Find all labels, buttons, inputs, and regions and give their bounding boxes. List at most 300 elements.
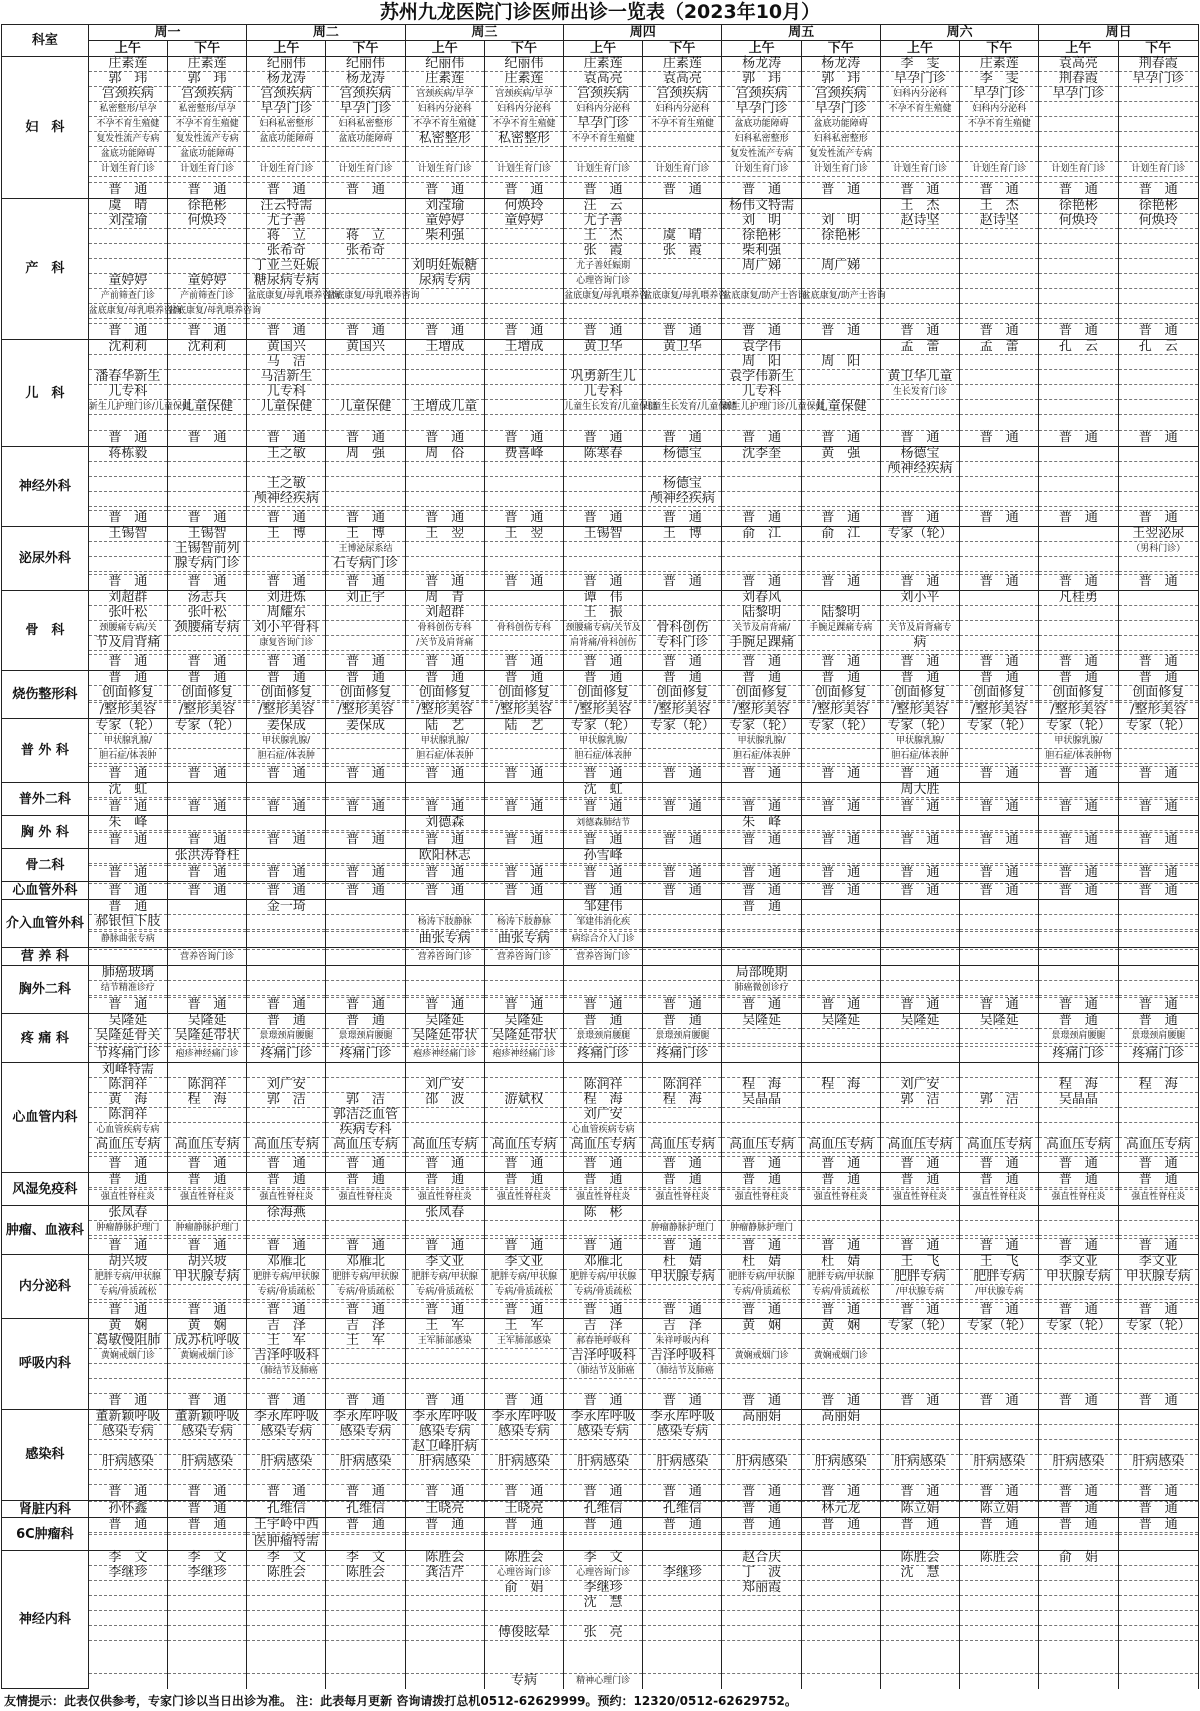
session-line: 不孕不育生殖健 bbox=[406, 117, 484, 132]
session-line: 何焕玲 bbox=[1119, 214, 1198, 229]
session-cell bbox=[247, 816, 326, 849]
session-cell bbox=[880, 719, 959, 783]
session-line: 肝病感染 bbox=[643, 1455, 721, 1470]
cell-spacer bbox=[89, 1470, 167, 1485]
session-line: 袁学伟新生 bbox=[722, 370, 800, 385]
session-line: 普 通 bbox=[979, 1238, 1019, 1253]
session-line: 心理咨询门诊 bbox=[564, 1566, 642, 1581]
session-cell bbox=[960, 719, 1039, 783]
session-line bbox=[1039, 355, 1117, 370]
session-cell bbox=[722, 816, 801, 849]
session-line: 普 通 bbox=[1058, 573, 1098, 589]
session-line bbox=[960, 542, 1038, 557]
session-line: 刘峰特需 bbox=[89, 1063, 167, 1078]
session-line bbox=[485, 816, 563, 831]
session-cell bbox=[643, 447, 722, 527]
session-cell bbox=[247, 1551, 326, 1689]
session-cell bbox=[643, 1062, 722, 1173]
session-line bbox=[643, 355, 721, 370]
session-line bbox=[960, 1674, 1038, 1689]
session-line: 普 通 bbox=[979, 832, 1019, 848]
dept-row bbox=[2, 57, 1199, 199]
session-line bbox=[643, 816, 721, 831]
session-cell bbox=[247, 965, 326, 1014]
cell-spacer bbox=[802, 1470, 880, 1485]
session-cell bbox=[960, 590, 1039, 670]
session-cell bbox=[880, 1551, 959, 1689]
session-cell bbox=[722, 783, 801, 816]
session-line: 骨科创伤专科 bbox=[406, 621, 484, 636]
session-line: 普 通 bbox=[1138, 573, 1178, 589]
session-line: 普 通 bbox=[266, 832, 306, 848]
session-line: 吴隆延 bbox=[406, 1014, 484, 1029]
session-line bbox=[1039, 557, 1117, 572]
session-line bbox=[1119, 1206, 1198, 1221]
session-line bbox=[406, 900, 484, 915]
session-line: 周广娣 bbox=[722, 259, 800, 274]
session-line: 强直性脊柱炎 bbox=[1051, 1192, 1106, 1203]
session-line bbox=[485, 1123, 563, 1138]
session-line: 普 通 bbox=[900, 573, 940, 589]
session-line: 普 通 bbox=[742, 882, 782, 898]
session-line bbox=[1039, 370, 1117, 385]
session-line: 普 通 bbox=[187, 882, 227, 898]
session-cell bbox=[1118, 849, 1198, 882]
session-line: 儿童保健 bbox=[802, 400, 880, 415]
session-line: 普 通 bbox=[583, 509, 623, 525]
session-line: 陈胜会 bbox=[406, 1551, 484, 1566]
session-cell bbox=[168, 965, 247, 1014]
session-cell bbox=[247, 1500, 326, 1518]
session-line: 普 通 bbox=[504, 1392, 544, 1408]
session-line bbox=[802, 385, 880, 400]
session-line: 普 通 bbox=[346, 1156, 386, 1172]
session-line: 计划生育门诊 bbox=[643, 162, 721, 177]
session-line bbox=[89, 1674, 167, 1689]
session-cell bbox=[484, 1173, 563, 1206]
session-line bbox=[406, 1108, 484, 1123]
session-line: 普 通 bbox=[108, 865, 148, 881]
session-line: 郭洁泛血管 bbox=[326, 1108, 404, 1123]
session-line: 刘广安 bbox=[406, 1078, 484, 1093]
session-cell bbox=[405, 1319, 484, 1410]
session-cell bbox=[484, 1319, 563, 1410]
session-line bbox=[802, 1123, 880, 1138]
session-line: 吉泽呼吸科 bbox=[564, 1349, 642, 1364]
session-line bbox=[802, 274, 880, 289]
schedule-body bbox=[2, 57, 1199, 1689]
session-line bbox=[960, 147, 1038, 162]
session-line: 曲张专病 bbox=[497, 931, 550, 947]
session-line bbox=[960, 1364, 1038, 1379]
session-line: 普 通 bbox=[168, 1173, 246, 1188]
session-line: 黄 娴 bbox=[168, 1319, 246, 1334]
session-cell bbox=[564, 899, 643, 948]
session-cell bbox=[880, 526, 959, 590]
session-line: 刘小平 bbox=[881, 591, 959, 606]
session-line: 徐艳彬 bbox=[802, 229, 880, 244]
session-cell bbox=[1118, 198, 1198, 340]
session-line bbox=[168, 1206, 246, 1221]
session-line: 盆底功能障碍 bbox=[326, 132, 404, 147]
session-line bbox=[960, 932, 1038, 947]
session-line: 普 通 bbox=[979, 509, 1019, 525]
session-line bbox=[722, 1334, 800, 1349]
session-line bbox=[802, 1551, 880, 1566]
session-line: 专家（轮） bbox=[802, 719, 880, 734]
session-line: 刘超群 bbox=[406, 606, 484, 621]
session-cell bbox=[643, 719, 722, 783]
session-cell bbox=[880, 1173, 959, 1206]
session-line bbox=[722, 1596, 800, 1611]
session-line bbox=[881, 477, 959, 492]
session-line bbox=[722, 849, 800, 864]
session-line bbox=[1119, 1596, 1198, 1611]
session-line: 王锡智 bbox=[168, 527, 246, 542]
session-line: 肝病感染 bbox=[722, 1455, 800, 1470]
session-cell bbox=[643, 1500, 722, 1518]
session-line: 创面修复 bbox=[89, 686, 167, 701]
session-line: 金一琦 bbox=[247, 900, 325, 915]
session-line bbox=[643, 274, 721, 289]
session-line: 邵 波 bbox=[406, 1093, 484, 1108]
session-line bbox=[802, 636, 880, 651]
session-line bbox=[247, 1063, 325, 1078]
session-cell bbox=[247, 1319, 326, 1410]
session-line: 汤志兵 bbox=[168, 591, 246, 606]
session-line bbox=[485, 355, 563, 370]
cell-spacer bbox=[485, 1641, 563, 1673]
session-cell bbox=[801, 816, 880, 849]
session-line bbox=[1039, 274, 1117, 289]
session-line: 朱 峰 bbox=[722, 816, 800, 831]
session-line: 甲状腺专病 bbox=[168, 1270, 246, 1285]
session-cell bbox=[484, 198, 563, 340]
session-line bbox=[485, 259, 563, 274]
session-line bbox=[960, 591, 1038, 606]
cell-spacer bbox=[802, 1641, 880, 1673]
session-cell bbox=[484, 948, 563, 966]
session-line: 普 通 bbox=[425, 509, 465, 525]
session-cell bbox=[168, 849, 247, 882]
session-line: 疱疹神经痛门诊 bbox=[413, 1048, 477, 1059]
session-line: /整形美容 bbox=[1130, 702, 1187, 718]
session-line: 普 通 bbox=[900, 1483, 940, 1499]
session-line: 尤子善 bbox=[247, 214, 325, 229]
session-line: 普 通 bbox=[979, 1302, 1019, 1318]
session-cell bbox=[643, 526, 722, 590]
session-line bbox=[1119, 355, 1198, 370]
session-line bbox=[1119, 1108, 1198, 1123]
session-line: 高血压专病 bbox=[485, 1138, 563, 1153]
session-line: 郝银恒下肢 bbox=[89, 915, 167, 930]
session-line bbox=[881, 1364, 959, 1379]
session-line bbox=[1039, 1063, 1117, 1078]
session-line: 王之敏 bbox=[247, 477, 325, 492]
session-line: 普 通 bbox=[583, 1483, 623, 1499]
session-cell bbox=[1039, 899, 1118, 948]
session-line: 张叶松 bbox=[89, 606, 167, 621]
session-line: /甲状腺专病 bbox=[881, 1285, 959, 1300]
session-cell bbox=[801, 526, 880, 590]
session-line: 专家（轮） bbox=[881, 527, 959, 542]
session-line: 普 通 bbox=[187, 509, 227, 525]
session-line bbox=[247, 966, 325, 981]
session-line: 陈润祥 bbox=[643, 1078, 721, 1093]
session-cell bbox=[960, 783, 1039, 816]
session-line: 普 通 bbox=[1058, 1156, 1098, 1172]
session-line: 普 通 bbox=[346, 1483, 386, 1499]
session-line: 肥胖专病/甲状腺 bbox=[722, 1270, 800, 1285]
session-line: 普 通 bbox=[979, 1483, 1019, 1499]
session-cell bbox=[643, 849, 722, 882]
session-line: 普 通 bbox=[900, 799, 940, 815]
session-line: 强直性脊柱炎 bbox=[734, 1192, 789, 1203]
session-line bbox=[881, 915, 959, 930]
session-line bbox=[643, 370, 721, 385]
session-line: 普 通 bbox=[1058, 430, 1098, 446]
session-line bbox=[564, 557, 642, 572]
session-line: 普 通 bbox=[1039, 1014, 1117, 1029]
session-line: 普 通 bbox=[821, 1156, 861, 1172]
session-cell bbox=[1118, 783, 1198, 816]
session-cell bbox=[405, 670, 484, 719]
session-cell bbox=[564, 948, 643, 966]
session-line: 赵卫峰肝病 bbox=[406, 1440, 484, 1455]
session-cell bbox=[564, 1014, 643, 1063]
session-cell bbox=[722, 1319, 801, 1410]
session-line bbox=[881, 492, 959, 507]
session-cell bbox=[801, 849, 880, 882]
session-line bbox=[802, 1566, 880, 1581]
session-line: 普 通 bbox=[187, 430, 227, 446]
session-line: 普 通 bbox=[1119, 1173, 1198, 1188]
session-line bbox=[802, 915, 880, 930]
session-cell bbox=[88, 1551, 167, 1689]
session-line: 普 通 bbox=[662, 181, 702, 197]
session-cell bbox=[168, 1173, 247, 1206]
session-line bbox=[643, 147, 721, 162]
session-line: 普 通 bbox=[425, 323, 465, 338]
session-line: 疱疹神经痛门诊 bbox=[492, 1048, 556, 1059]
session-cell bbox=[1039, 198, 1118, 340]
session-line: 关节及肩背痛专 bbox=[881, 621, 959, 636]
session-line: 郭 洁 bbox=[960, 1093, 1038, 1108]
session-line bbox=[881, 1626, 959, 1641]
session-line bbox=[326, 274, 404, 289]
session-cell bbox=[1118, 816, 1198, 849]
session-line: 庄素莲 bbox=[564, 57, 642, 72]
session-line: 朱祥呼吸内科 bbox=[643, 1334, 721, 1349]
session-line: 陈胜会 bbox=[485, 1551, 563, 1566]
session-line: 甲状腺乳腺/ bbox=[247, 734, 325, 749]
session-line bbox=[247, 1108, 325, 1123]
day-header: 周三 bbox=[405, 25, 563, 41]
session-line bbox=[960, 1440, 1038, 1455]
session-line bbox=[485, 606, 563, 621]
session-line bbox=[643, 915, 721, 930]
session-line: 何焕玲 bbox=[1039, 214, 1117, 229]
session-line bbox=[247, 950, 325, 965]
session-line: 刘德森肺结节 bbox=[564, 816, 642, 831]
session-line: 普 通 bbox=[266, 865, 306, 881]
session-line: 普 通 bbox=[881, 671, 959, 686]
session-line bbox=[564, 304, 642, 319]
session-line: 陈胜会 bbox=[881, 1551, 959, 1566]
session-cell bbox=[326, 1409, 405, 1500]
session-line bbox=[960, 950, 1038, 965]
session-line: 普 通 bbox=[187, 1483, 227, 1499]
session-line: 景璟颈肩腰腿 bbox=[326, 1029, 404, 1044]
session-cell bbox=[1118, 1319, 1198, 1410]
session-cell bbox=[326, 1255, 405, 1319]
session-line: 普 通 bbox=[900, 181, 940, 197]
session-line: 普 通 bbox=[821, 430, 861, 446]
session-line bbox=[1039, 1285, 1117, 1300]
session-line: /整形美容 bbox=[99, 702, 157, 718]
session-line bbox=[1039, 259, 1117, 274]
session-line: 沈莉莉 bbox=[168, 340, 246, 355]
session-line bbox=[247, 849, 325, 864]
session-line bbox=[802, 244, 880, 259]
session-line bbox=[960, 1566, 1038, 1581]
session-line bbox=[881, 289, 959, 304]
session-line: 刘 明 bbox=[722, 214, 800, 229]
session-line: 游斌权 bbox=[485, 1093, 563, 1108]
session-line: 王锡智 bbox=[564, 527, 642, 542]
session-cell bbox=[643, 816, 722, 849]
session-line bbox=[1039, 1674, 1117, 1689]
session-line bbox=[247, 932, 325, 947]
session-line: 宫颈疾病/早孕 bbox=[406, 87, 484, 102]
session-line: 高丽娟 bbox=[802, 1410, 880, 1425]
session-line: 丁 波 bbox=[722, 1566, 800, 1581]
session-line bbox=[485, 1364, 563, 1379]
session-line: 普 通 bbox=[187, 997, 227, 1013]
session-line bbox=[960, 1206, 1038, 1221]
session-line: 创面修复 bbox=[485, 686, 563, 701]
session-cell bbox=[484, 849, 563, 882]
session-line: 普 通 bbox=[1119, 671, 1198, 686]
session-cell bbox=[405, 816, 484, 849]
session-line: 不孕不育生殖健 bbox=[960, 117, 1038, 132]
session-line: 刘滢瑜 bbox=[406, 199, 484, 214]
am-header: 上午 bbox=[247, 41, 326, 57]
session-line bbox=[1119, 749, 1198, 764]
session-line bbox=[960, 304, 1038, 319]
session-line: 普 通 bbox=[1138, 997, 1178, 1013]
session-line bbox=[1119, 477, 1198, 492]
session-cell bbox=[88, 57, 167, 199]
session-line bbox=[722, 304, 800, 319]
session-cell bbox=[1118, 1062, 1198, 1173]
session-cell bbox=[564, 882, 643, 900]
cell-spacer bbox=[1119, 1641, 1198, 1673]
session-line: 肥胖专病 bbox=[881, 1270, 959, 1285]
session-line: 傅俊眩晕 bbox=[485, 1626, 563, 1641]
session-line bbox=[643, 606, 721, 621]
session-line: 胆石症/体表肿 bbox=[247, 749, 325, 764]
session-line bbox=[881, 966, 959, 981]
session-line bbox=[960, 749, 1038, 764]
session-line: 张 霞 bbox=[564, 244, 642, 259]
session-line: 节及肩背痛 bbox=[89, 636, 167, 651]
session-line bbox=[326, 636, 404, 651]
session-line bbox=[960, 1078, 1038, 1093]
cell-spacer bbox=[89, 415, 167, 431]
session-line: 普 通 bbox=[742, 430, 782, 446]
session-line bbox=[722, 1674, 800, 1689]
session-line: 强直性脊柱炎 bbox=[180, 1192, 235, 1203]
session-line bbox=[643, 259, 721, 274]
session-line: 俞 江 bbox=[722, 527, 800, 542]
session-line: 计划生育门诊 bbox=[406, 162, 484, 177]
session-line: 普 通 bbox=[1119, 1014, 1198, 1029]
session-line bbox=[247, 1440, 325, 1455]
session-line: 程 海 bbox=[643, 1093, 721, 1108]
session-cell bbox=[1039, 882, 1118, 900]
session-line: 普 通 bbox=[108, 766, 148, 782]
session-cell bbox=[405, 882, 484, 900]
session-line: 宫颈疾病 bbox=[802, 87, 880, 102]
dept-row bbox=[2, 1500, 1199, 1518]
session-line: 普 通 bbox=[187, 865, 227, 881]
session-line bbox=[643, 132, 721, 147]
session-line: 强直性脊柱炎 bbox=[417, 1192, 472, 1203]
session-line: 专家（轮） bbox=[1039, 719, 1117, 734]
session-line: 普 通 bbox=[564, 1173, 642, 1188]
session-line bbox=[643, 1535, 721, 1550]
session-line bbox=[326, 259, 404, 274]
session-line: 颈腰痛专病/关节及 bbox=[564, 621, 642, 636]
pm-header: 下午 bbox=[801, 41, 880, 57]
session-line bbox=[802, 1334, 880, 1349]
session-line: 普 通 bbox=[821, 573, 861, 589]
session-line bbox=[168, 244, 246, 259]
cell-spacer bbox=[564, 1379, 642, 1394]
session-line: 心血管疾病专病 bbox=[564, 1123, 642, 1138]
session-line: 肥胖专病/甲状腺 bbox=[485, 1270, 563, 1285]
session-line: 周耀东 bbox=[247, 606, 325, 621]
session-line: 柴利强 bbox=[722, 244, 800, 259]
session-line: 甲状腺专病 bbox=[643, 1270, 721, 1285]
session-line: 董新颖呼吸 bbox=[89, 1410, 167, 1425]
session-line bbox=[1039, 147, 1117, 162]
session-line: 赵诗坚 bbox=[960, 214, 1038, 229]
session-line bbox=[643, 1206, 721, 1221]
session-line: 普 通 bbox=[742, 1501, 782, 1517]
session-line: 王 杰 bbox=[881, 199, 959, 214]
session-cell bbox=[564, 719, 643, 783]
session-cell bbox=[405, 849, 484, 882]
session-cell bbox=[1039, 965, 1118, 1014]
session-line bbox=[1119, 932, 1198, 947]
session-line bbox=[485, 734, 563, 749]
session-line: 俞 娟 bbox=[1039, 1551, 1117, 1566]
session-cell bbox=[960, 1518, 1039, 1551]
session-line: 陆黎明 bbox=[802, 606, 880, 621]
session-cell bbox=[88, 670, 167, 719]
session-line: 疼痛门诊 bbox=[1052, 1045, 1105, 1061]
session-line: 普 通 bbox=[1058, 1501, 1098, 1517]
session-line bbox=[802, 1535, 880, 1550]
session-line: 陈立娟 bbox=[900, 1501, 940, 1517]
session-line: 普 通 bbox=[583, 573, 623, 589]
session-cell bbox=[326, 882, 405, 900]
session-line: 不孕不育生殖健 bbox=[643, 117, 721, 132]
session-line: 高血压专病 bbox=[643, 1138, 721, 1153]
session-line: 俞 娟 bbox=[485, 1581, 563, 1596]
